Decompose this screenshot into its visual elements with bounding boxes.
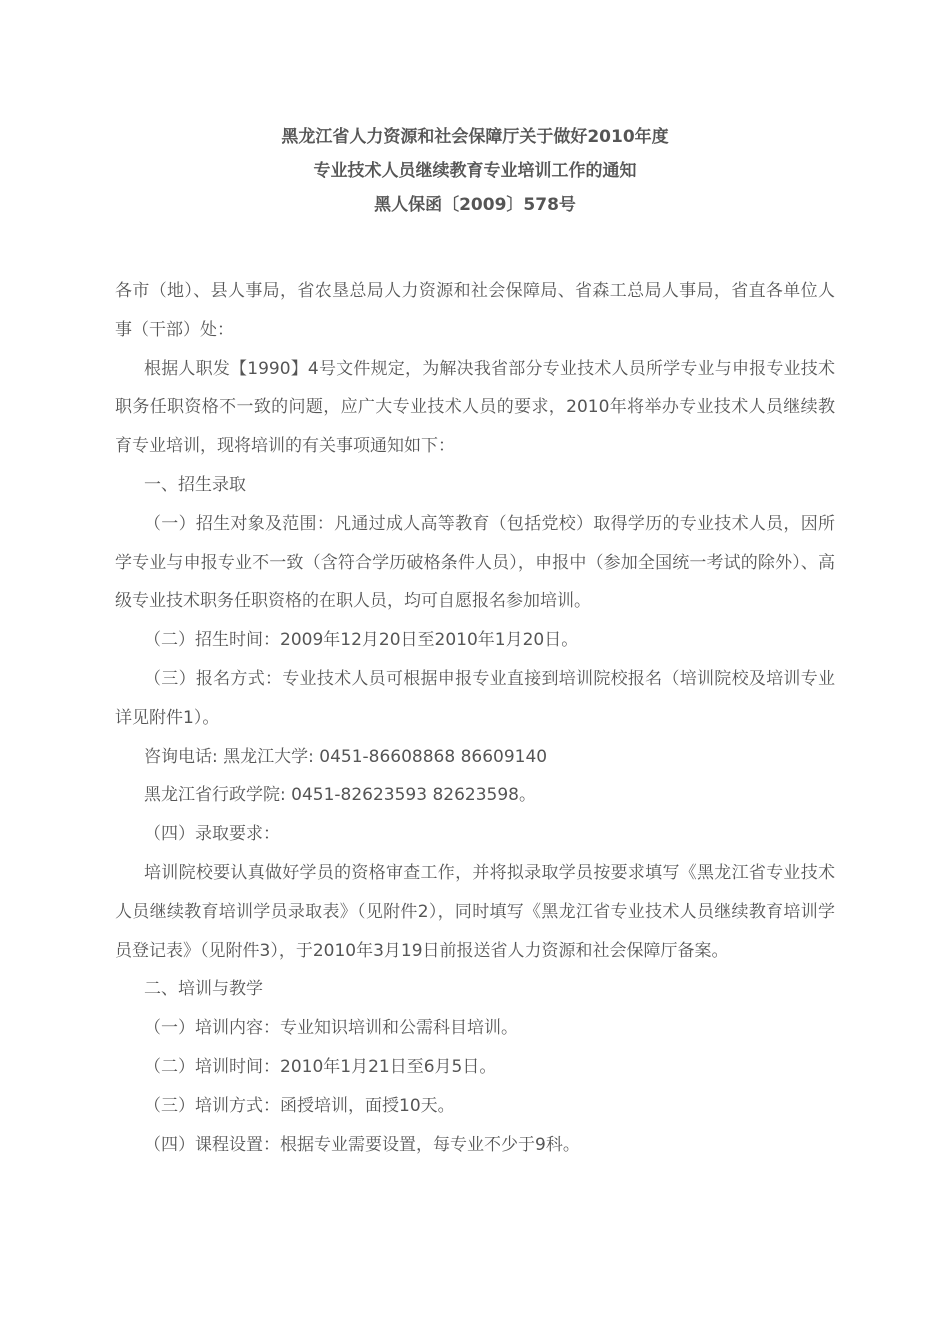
registration-method-paragraph: （三）报名方式：专业技术人员可根据申报专业直接到培训院校报名（培训院校及培训专业详见附件1）。 [115, 668, 835, 728]
section-heading-training: 二、培训与教学 [144, 979, 263, 1000]
section-heading-enrollment: 一、招生录取 [144, 474, 246, 495]
title-line-2: 专业技术人员继续教育专业培训工作的通知 [313, 161, 637, 181]
enrollment-scope-paragraph: （一）招生对象及范围：凡通过成人高等教育（包括党校）取得学历的专业技术人员，因所学专业与申报专业不一致（含符合学历破格条件人员），申报中（参加全国统一考试的除外）、高级专业技术职务任职资格的在职人员，均可自愿报名参加培训。 [115, 513, 835, 612]
admission-requirements-paragraph: 培训院校要认真做好学员的资格审查工作，并将拟录取学员按要求填写《黑龙江省专业技术人员继续教育培训学员录取表》（见附件2），同时填写《黑龙江省专业技术人员继续教育培训学员登记表》（见附件3），于2010年3月19日前报送省人力资源和社会保障厅备案。 [115, 862, 835, 961]
training-content-paragraph: （一）培训内容：专业知识培训和公需科目培训。 [144, 1018, 518, 1039]
document-number: 黑人保函〔2009〕578号 [374, 195, 576, 215]
title-line-1: 黑龙江省人力资源和社会保障厅关于做好2010年度 [281, 127, 669, 147]
contact-phone-line-2: 黑龙江省行政学院: 0451-82623593 82623598。 [144, 785, 536, 806]
salutation-paragraph: 各市（地）、县人事局，省农垦总局人力资源和社会保障局、省森工总局人事局，省直各单位人事（干部）处： [115, 281, 835, 340]
training-method-paragraph: （三）培训方式：函授培训，面授10天。 [144, 1095, 455, 1116]
contact-phone-line-1: 咨询电话: 黑龙江大学: 0451-86608868 86609140 [144, 746, 548, 767]
document-title [0, 120, 950, 222]
intro-paragraph: 根据人职发【1990】4号文件规定，为解决我省部分专业技术人员所学专业与申报专业技术职务任职资格不一致的问题，应广大专业技术人员的要求，2010年将举办专业技术人员继续教育专业培训，现将培训的有关事项通知如下： [115, 358, 835, 457]
curriculum-paragraph: （四）课程设置：根据专业需要设置，每专业不少于9科。 [144, 1134, 580, 1155]
admission-requirements-heading: （四）录取要求： [144, 824, 280, 845]
document-body [115, 272, 835, 1164]
enrollment-time-paragraph: （二）招生时间：2009年12月20日至2010年1月20日。 [144, 630, 579, 651]
training-time-paragraph: （二）培训时间：2010年1月21日至6月5日。 [144, 1056, 497, 1077]
